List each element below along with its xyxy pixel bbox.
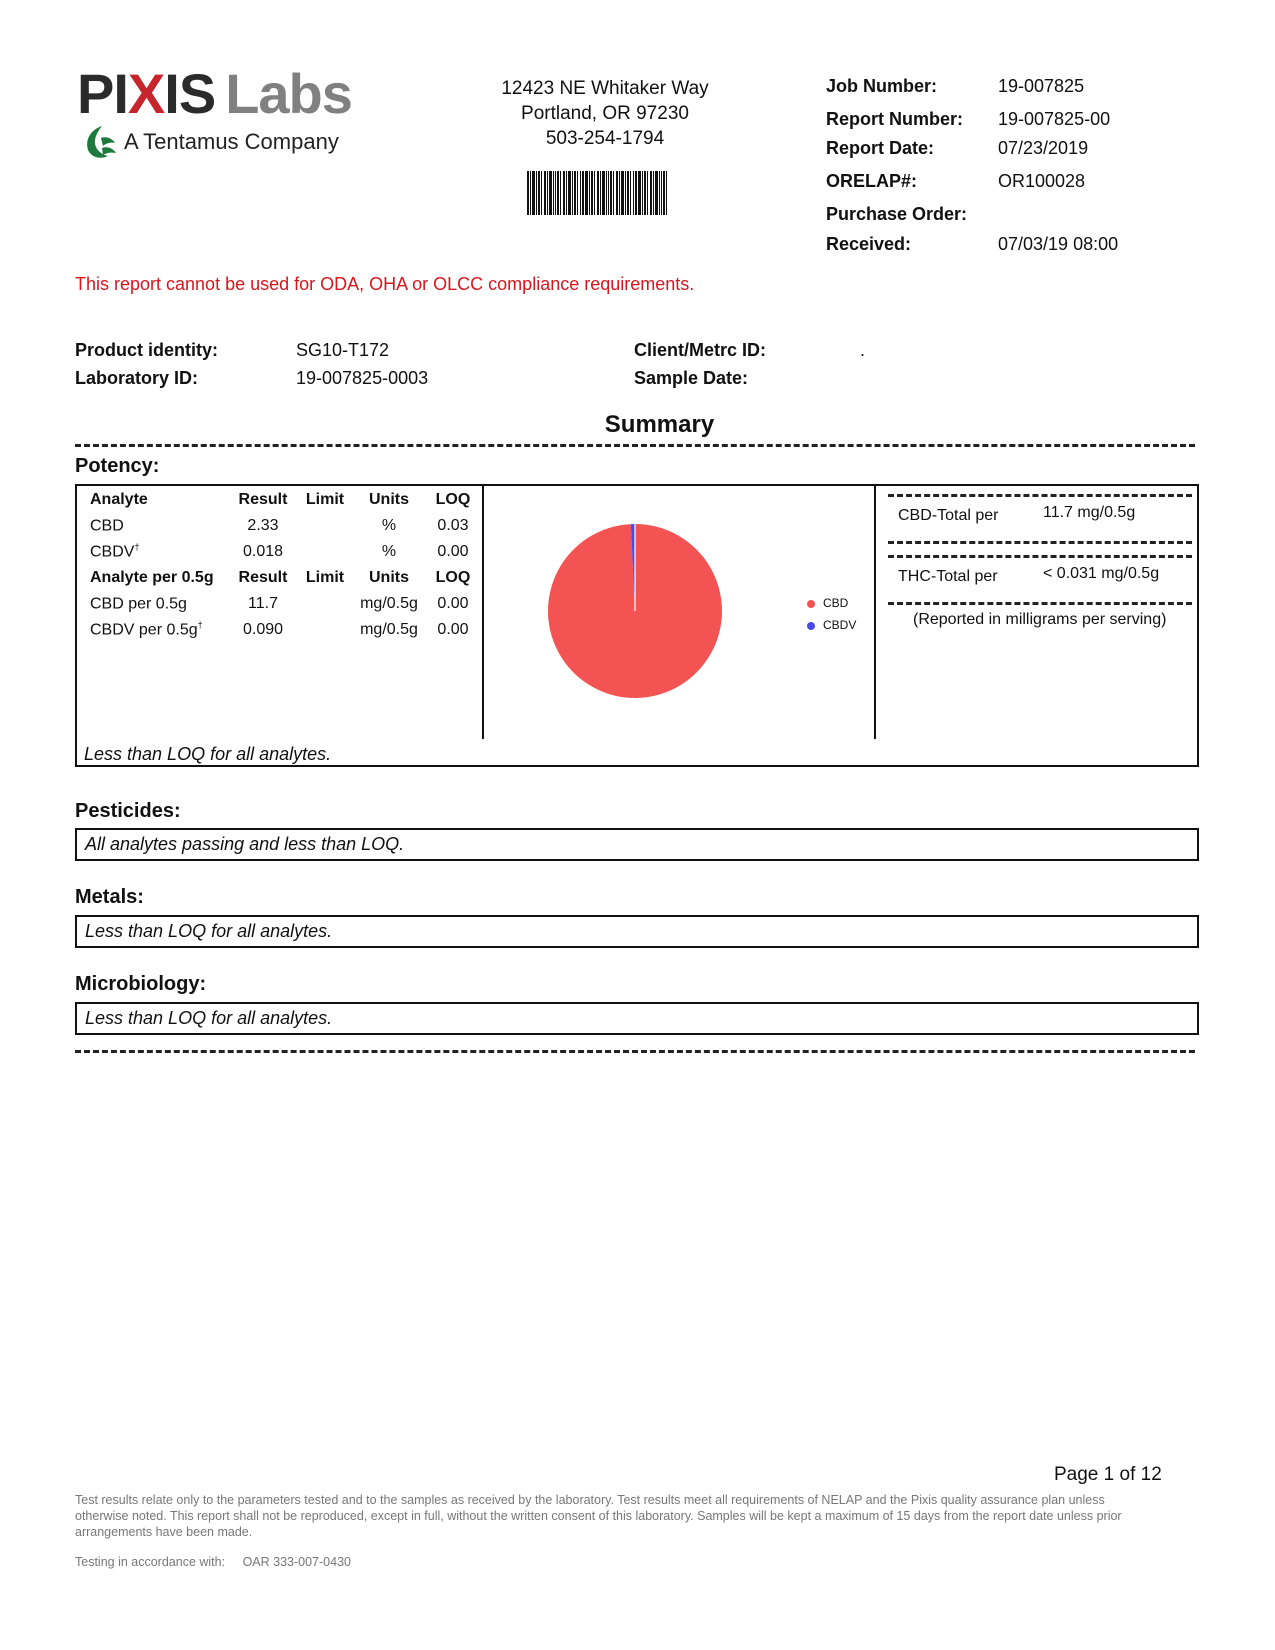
metals-result: Less than LOQ for all analytes. <box>75 915 1199 948</box>
cbd-total-label: CBD-Total per <box>898 507 999 524</box>
info-value: OR100028 <box>998 171 1086 191</box>
tagline-text: A Tentamus Company <box>124 129 339 154</box>
cell-units: mg/0.5g <box>360 621 418 638</box>
cell-units: mg/0.5g <box>360 595 418 612</box>
info-label: Report Number: <box>826 109 964 129</box>
cell-result: 2.33 <box>247 517 279 534</box>
legend-label: CBD <box>823 596 849 610</box>
cell-units: % <box>381 517 397 534</box>
tentamus-leaf-icon <box>84 124 118 160</box>
summary-title: Summary <box>604 411 715 438</box>
divider <box>75 444 1195 447</box>
table-row <box>90 539 482 565</box>
cell-limit <box>296 513 354 539</box>
pesticides-title: Pesticides: <box>75 800 181 822</box>
cell-analyte <box>90 617 230 643</box>
client-metrc-label <box>634 340 766 361</box>
info-value: 07/23/2019 <box>998 138 1089 158</box>
label-text: Sample Date: <box>634 368 749 388</box>
column-divider <box>482 485 484 739</box>
info-orelap <box>826 171 1085 192</box>
footer-disclaimer: Test results relate only to the parameters tested and to the samples as received by the laboratory. Test results meet all requirements of NELAP and the Pixis quality assurance plan unless otherwise noted. This report shall not be reproduced, except in full, without the written consent of this laboratory. Samples will be kept a maximum of 15 days from the report date unless prior arrangements have been made. <box>75 1493 1122 1539</box>
cell-loq: 0.03 <box>437 517 469 534</box>
client-metrc-value: . <box>860 340 866 360</box>
col-limit: Limit <box>305 569 345 586</box>
metals-title: Metals: <box>75 886 144 908</box>
info-report-number <box>826 109 1110 130</box>
barcode-icon <box>527 171 667 215</box>
address-line2: Portland, OR 97230 <box>521 103 689 124</box>
analyte-name: CBD <box>90 517 124 535</box>
cell-loq: 0.00 <box>437 595 469 612</box>
table-row <box>90 591 482 617</box>
address-phone: 503-254-1794 <box>545 128 665 149</box>
laboratory-id-value: 19-007825-0003 <box>296 368 429 388</box>
microbiology-result: Less than LOQ for all analytes. <box>75 1002 1199 1035</box>
col-result: Result <box>238 569 288 586</box>
footnote-mark: † <box>134 542 140 553</box>
col-units: Units <box>369 569 409 586</box>
totals-note: (Reported in milligrams per serving) <box>913 611 1167 628</box>
table-header <box>90 565 482 591</box>
testing-value: OAR 333-007-0430 <box>242 1555 351 1569</box>
cell-analyte <box>90 539 230 565</box>
potency-note: Less than LOQ for all analytes. <box>84 744 332 764</box>
testing-accordance <box>75 1555 351 1569</box>
info-label: Job Number: <box>826 76 938 96</box>
footnote-mark: † <box>197 620 203 631</box>
legend-item-cbd <box>807 596 848 610</box>
cell-limit <box>296 539 354 565</box>
page-number: Page 1 of 12 <box>1054 1464 1162 1485</box>
divider <box>888 494 1192 497</box>
pesticides-result: All analytes passing and less than LOQ. <box>75 828 1199 861</box>
info-purchase-order <box>826 204 998 225</box>
cell-loq: 0.00 <box>437 621 469 638</box>
logo-wordmark <box>77 62 352 125</box>
legend-dot-icon <box>807 600 815 608</box>
table-row <box>90 513 482 539</box>
info-label: Received: <box>826 234 912 254</box>
cell-result: 0.090 <box>242 621 284 638</box>
col-limit: Limit <box>305 491 345 508</box>
info-label: Purchase Order: <box>826 204 968 224</box>
logo-text-labs: Labs <box>225 62 352 125</box>
legend-dot-icon <box>807 622 815 630</box>
laboratory-id-label <box>75 368 198 389</box>
potency-pie-chart <box>545 521 725 701</box>
cell-loq: 0.00 <box>437 543 469 560</box>
divider <box>888 555 1192 558</box>
thc-total-value: < 0.031 mg/0.5g <box>1043 565 1160 582</box>
label-text: Laboratory ID: <box>75 368 199 388</box>
thc-total-label: THC-Total per <box>898 568 998 585</box>
info-value: 19-007825-00 <box>998 109 1111 129</box>
col-loq: LOQ <box>435 569 471 586</box>
info-received <box>826 234 1118 255</box>
logo-text-x: X <box>127 62 165 125</box>
col-result: Result <box>238 491 288 508</box>
divider <box>888 541 1192 544</box>
potency-table <box>90 487 482 643</box>
address-line1: 12423 NE Whitaker Way <box>501 78 709 99</box>
logo-text-is: IS <box>164 62 216 125</box>
cell-limit <box>296 617 354 643</box>
table-header <box>90 487 482 513</box>
cell-analyte <box>90 591 230 617</box>
info-value: 07/03/19 08:00 <box>998 234 1119 254</box>
cell-result: 11.7 <box>248 595 278 612</box>
label-text: Client/Metrc ID: <box>634 340 767 360</box>
info-label: ORELAP#: <box>826 171 918 191</box>
cell-units: % <box>381 543 397 560</box>
logo-tagline <box>84 124 339 160</box>
sample-date-label <box>634 368 748 389</box>
legend-item-cbdv <box>807 618 856 632</box>
table-row <box>90 617 482 643</box>
info-job-number <box>826 76 1084 97</box>
compliance-warning: This report cannot be used for ODA, OHA or OLCC compliance requirements. <box>75 274 695 294</box>
product-identity-value: SG10-T172 <box>296 340 390 360</box>
column-divider <box>874 485 876 739</box>
info-value: 19-007825 <box>998 76 1085 96</box>
lab-address <box>480 76 730 151</box>
logo-text-pi: PI <box>77 62 128 125</box>
analyte-name: CBD per 0.5g <box>90 595 187 613</box>
col-loq: LOQ <box>435 491 471 508</box>
col-analyte: Analyte per 0.5g <box>90 569 214 586</box>
cell-analyte <box>90 513 230 539</box>
divider <box>888 602 1192 605</box>
divider <box>75 1050 1195 1053</box>
cell-limit <box>296 591 354 617</box>
info-report-date <box>826 138 1088 159</box>
testing-label: Testing in accordance with: <box>75 1555 226 1569</box>
product-identity-label <box>75 340 218 361</box>
cbd-total-value: 11.7 mg/0.5g <box>1043 504 1136 521</box>
analyte-name: CBDV per 0.5g <box>90 621 198 639</box>
microbiology-title: Microbiology: <box>75 973 207 995</box>
info-label: Report Date: <box>826 138 935 158</box>
analyte-name: CBDV <box>90 543 135 561</box>
potency-title: Potency: <box>75 455 160 477</box>
cell-result: 0.018 <box>242 543 284 560</box>
col-analyte: Analyte <box>90 491 148 508</box>
col-units: Units <box>369 491 409 508</box>
label-text: Product identity: <box>75 340 218 360</box>
legend-label: CBDV <box>823 618 857 632</box>
